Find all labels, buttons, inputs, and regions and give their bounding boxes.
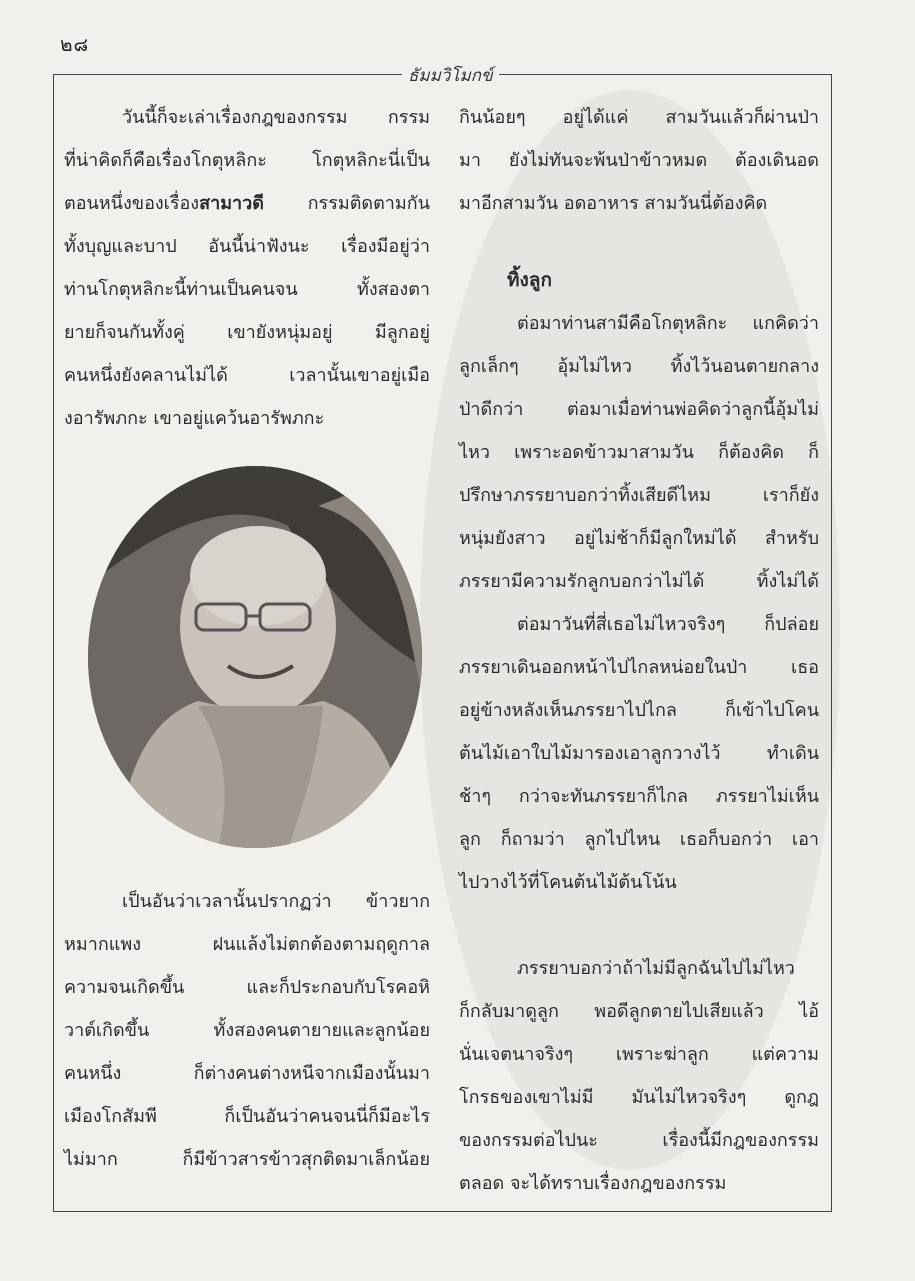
text-line: มา ยังไม่ทันจะพ้นป่าข้าวหมด ต้องเดินอด	[459, 150, 819, 171]
text-line: ลูก ก็ถามว่า ลูกไปไหน เธอก็บอกว่า เอา	[459, 829, 819, 850]
text-line: ของกรรมต่อไปนะ เรื่องนี้มีกฎของกรรม	[459, 1130, 819, 1151]
spacer	[459, 904, 819, 947]
text-line: ความจนเกิดขึ้น และก็ประกอบกับโรคอหิ	[64, 977, 430, 998]
text-line: ปรึกษาภรรยาบอกว่าทิ้งเสียดีไหม เราก็ยัง	[459, 485, 819, 506]
left-column-top	[64, 96, 430, 440]
left-column-bottom	[64, 880, 430, 1181]
text-line: ที่น่าคิดก็คือเรื่องโกตุหลิกะ โกตุหลิกะนี่เป็น	[64, 150, 430, 171]
text-line: ช้าๆ กว่าจะทันภรรยาก็ไกล ภรรยาไม่เห็น	[459, 786, 819, 807]
text-line: ต่อมาท่านสามีคือโกตุหลิกะ แกคิดว่า	[517, 313, 819, 334]
text-line: ไหว เพราะอดข้าวมาสามวัน ก็ต้องคิด ก็	[459, 442, 819, 463]
text-line: ภรรยาเดินออกหน้าไปไกลหน่อยในป่า เธอ	[459, 657, 819, 678]
text-line: ก็กลับมาดูลูก พอดีลูกตายไปเสียแล้ว ไอ้	[459, 1001, 819, 1022]
text-line: คนหนึ่ง ก็ต่างคนต่างหนีจากเมืองนั้นมา	[64, 1063, 430, 1084]
text-line: ท่านโกตุหลิกะนี้ท่านเป็นคนจน ทั้งสองตา	[64, 279, 430, 300]
right-column	[459, 96, 819, 1205]
text-line: ตลอด จะได้ทราบเรื่องกฎของกรรม	[459, 1173, 727, 1194]
text-line: ป่าดีกว่า ต่อมาเมื่อท่านพ่อคิดว่าลูกนี้อุ้มไม่	[459, 399, 819, 420]
monk-portrait-photo	[88, 466, 422, 848]
text-line: ยายก็จนกันทั้งคู่ เขายังหนุ่มอยู่ มีลูกอยู่	[64, 322, 430, 343]
text-line: ไปวางไว้ที่โคนต้นไม้ต้นโน้น	[459, 872, 677, 893]
bold-name: สามาวดี	[199, 193, 264, 214]
text-line: ต่อมาวันที่สี่เธอไม่ไหวจริงๆ ก็ปล่อย	[517, 614, 819, 635]
text-line: เมืองโกสัมพี ก็เป็นอันว่าคนจนนี่ก็มีอะไร	[64, 1106, 430, 1127]
text-line: มาอีกสามวัน อดอาหาร สามวันนี่ต้องคิด	[459, 193, 768, 214]
page-number: ๒๘	[60, 34, 90, 56]
text-line: กินน้อยๆ อยู่ได้แค่ สามวันแล้วก็ผ่านป่า	[459, 107, 819, 128]
text-fragment: ตอนหนึ่งของเรื่อง	[64, 193, 200, 214]
text-line: ภรรยามีความรักลูกบอกว่าไม่ได้ ทิ้งไม่ได้	[459, 571, 819, 592]
text-line: คนหนึ่งยังคลานไม่ได้ เวลานั้นเขาอยู่เมือ	[64, 365, 430, 386]
running-header: ธัมมวิโมกข์	[402, 62, 499, 89]
text-line	[64, 182, 430, 225]
text-line: ต้นไม้เอาใบไม้มารองเอาลูกวางไว้ ทำเดิน	[459, 743, 819, 764]
text-line: ทั้งบุญและบาป อันนี้น่าฟังนะ เรื่องมีอยู่ว่า	[64, 236, 430, 257]
text-line: เป็นอันว่าเวลานั้นปรากฏว่า ข้าวยาก	[122, 891, 430, 912]
text-line: ไม่มาก ก็มีข้าวสารข้าวสุกติดมาเล็กน้อย	[64, 1149, 430, 1170]
text-line: โกรธของเขาไม่มี มันไม่ไหวจริงๆ ดูกฎ	[459, 1087, 819, 1108]
text-fragment: กรรมติดตามกัน	[263, 193, 430, 214]
text-line: วาต์เกิดขึ้น ทั้งสองคนตายายและลูกน้อย	[64, 1020, 430, 1041]
text-line: ลูกเล็กๆ อุ้มไม่ไหว ทิ้งไว้นอนตายกลาง	[459, 356, 819, 377]
text-line: อยู่ข้างหลังเห็นภรรยาไปไกล ก็เข้าไปโคน	[459, 700, 819, 721]
text-line: งอารัพภกะ เขาอยู่แคว้นอารัพภกะ	[64, 408, 325, 429]
text-line: วันนี้ก็จะเล่าเรื่องกฎของกรรม กรรม	[122, 107, 430, 128]
text-line: ภรรยาบอกว่าถ้าไม่มีลูกฉันไปไม่ไหว	[517, 958, 795, 979]
text-line: หนุ่มยังสาว อยู่ไม่ช้าก็มีลูกใหม่ได้ สำหรับ	[459, 528, 819, 549]
section-heading: ทิ้งลูก	[507, 269, 552, 291]
text-line: หมากแพง ฝนแล้งไม่ตกต้องตามฤดูกาล	[64, 934, 430, 955]
text-line: นั่นเจตนาจริงๆ เพราะฆ่าลูก แต่ความ	[459, 1044, 819, 1065]
